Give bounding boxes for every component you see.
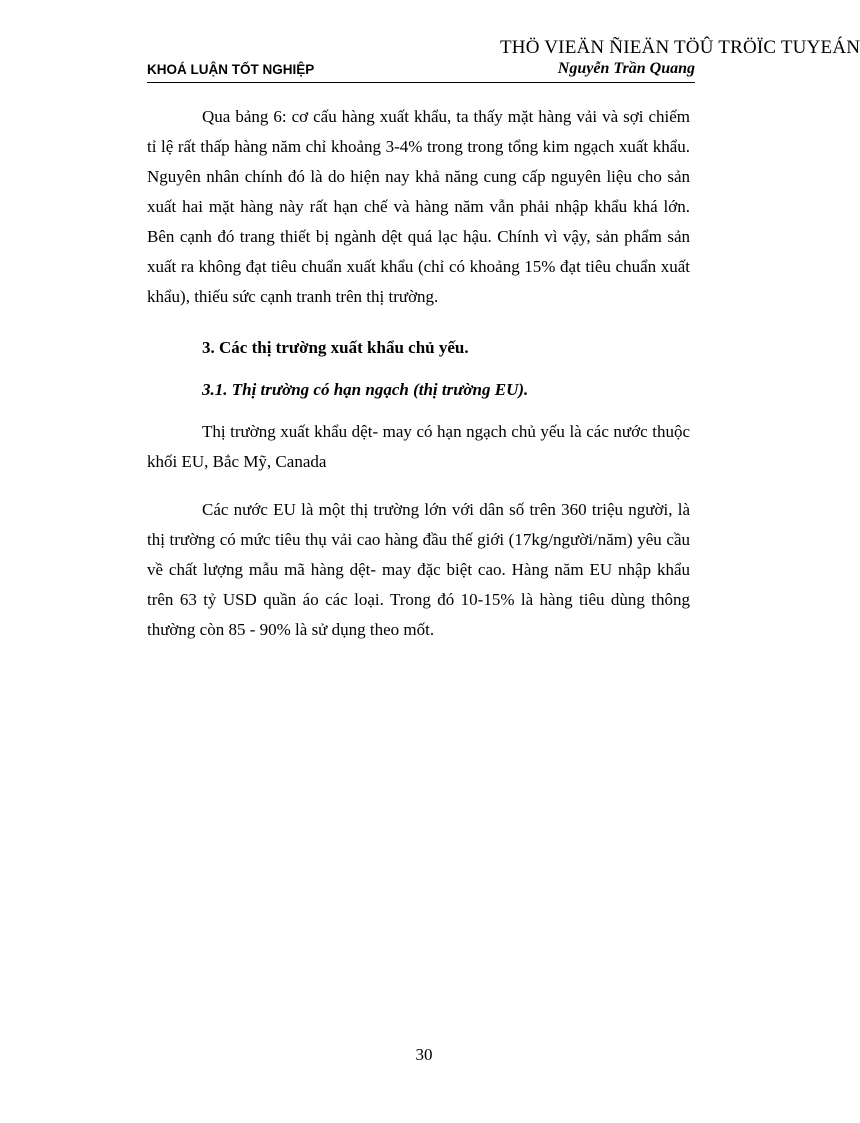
paragraph-quota-markets: Thị trường xuất khẩu dệt- may có hạn ngạch chủ yếu là các nước thuộc khối EU, Bắc Mỹ, Canada — [147, 422, 690, 471]
section-heading-3: 3. Các thị trường xuất khẩu chủ yếu. — [202, 338, 469, 357]
page-body — [147, 102, 690, 645]
subsection-heading-3-1: 3.1. Thị trường có hạn ngạch (thị trường EU). — [202, 380, 529, 399]
thesis-title: KHOÁ LUẬN TỐT NGHIỆP — [147, 62, 315, 77]
library-watermark: THÖ VIEÄN ÑIEÄN TÖÛ TRÖÏC TUYEÁN — [500, 37, 860, 58]
page-header — [147, 60, 695, 83]
page-number: 30 — [415, 1045, 433, 1064]
author-name: Nguyễn Trần Quang — [557, 60, 695, 77]
paragraph-export-structure: Qua bảng 6: cơ cấu hàng xuất khẩu, ta thấy mặt hàng vải và sợi chiếm tỉ lệ rất thấp hàng năm chỉ khoảng 3-4% trong trong tổng kim ngạch xuất khẩu. Nguyên nhân chính đó là do hiện nay khả năng cung cấp nguyên liệu cho sản xuất hai mặt hàng này rất hạn chế và hàng năm vẫn phải nhập khẩu khá lớn. Bên cạnh đó trang thiết bị ngành dệt quá lạc hậu. Chính vì vậy, sản phẩm sản xuất ra không đạt tiêu chuẩn xuất khẩu (chỉ có khoảng 15% đạt tiêu chuẩn xuất khẩu), thiếu sức cạnh tranh trên thị trường. — [147, 107, 690, 306]
paragraph-eu-market: Các nước EU là một thị trường lớn với dân số trên 360 triệu người, là thị trường có mức tiêu thụ vải cao hàng đầu thế giới (17kg/người/năm) yêu cầu về chất lượng mẫu mã hàng dệt- may đặc biệt cao. Hàng năm EU nhập khẩu trên 63 tỷ USD quần áo các loại. Trong đó 10-15% là hàng tiêu dùng thông thường còn 85 - 90% là sử dụng theo mốt. — [147, 500, 690, 639]
